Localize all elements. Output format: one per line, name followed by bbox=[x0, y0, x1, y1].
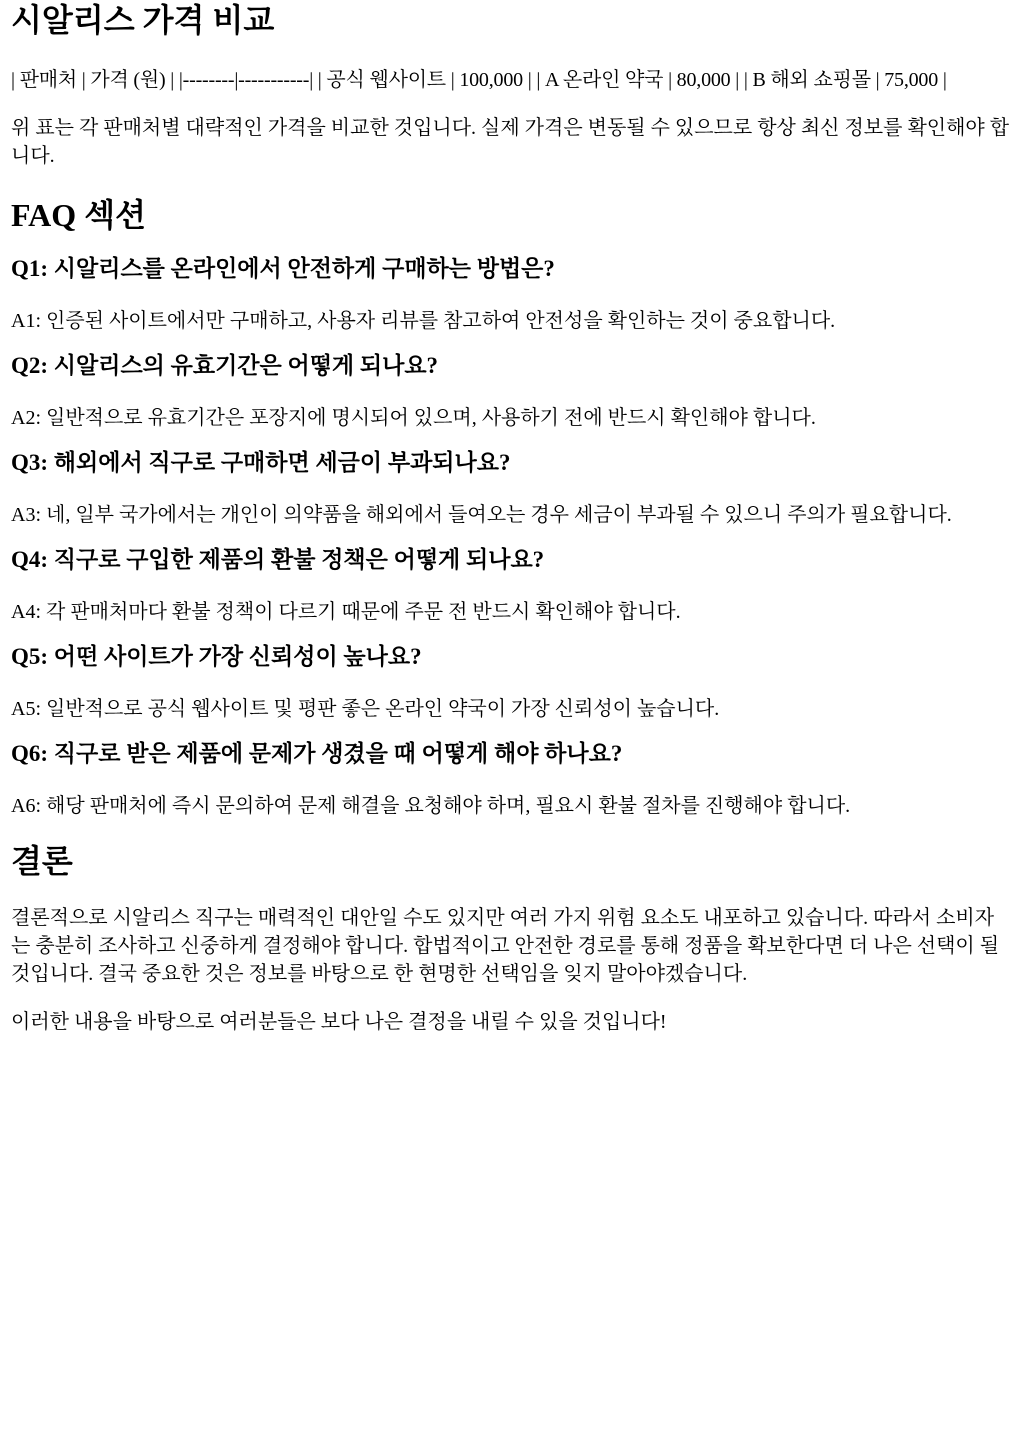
faq-heading: FAQ 섹션 bbox=[11, 197, 146, 233]
faq-answer-4: A4: 각 판매처마다 환불 정책이 다르기 때문에 주문 전 반드시 확인해야 합니다. bbox=[11, 601, 681, 623]
faq-question-5: Q5: 어떤 사이트가 가장 신뢰성이 높나요? bbox=[11, 644, 422, 669]
faq-question-2: Q2: 시알리스의 유효기간은 어떻게 되나요? bbox=[11, 353, 439, 378]
faq-question-4: Q4: 직구로 구입한 제품의 환불 정책은 어떻게 되나요? bbox=[11, 547, 545, 572]
price-table-text: | 판매처 | 가격 (원) | |--------|-----------| | 공식 웹사이트 | 100,000 | | A 온라인 약국 | 80,000 | | B 해외 쇼핑몰 | 75,000 | bbox=[11, 69, 947, 91]
faq-question-6: Q6: 직구로 받은 제품에 문제가 생겼을 때 어떻게 해야 하나요? bbox=[11, 741, 623, 766]
faq-question-3: Q3: 해외에서 직구로 구매하면 세금이 부과되나요? bbox=[11, 450, 511, 475]
faq-answer-2: A2: 일반적으로 유효기간은 포장지에 명시되어 있으며, 사용하기 전에 반드시 확인해야 합니다. bbox=[11, 407, 816, 429]
table-note: 위 표는 각 판매처별 대략적인 가격을 비교한 것입니다. 실제 가격은 변동될 수 있으므로 항상 최신 정보를 확인해야 합니다. bbox=[11, 117, 1010, 167]
conclusion-paragraph: 결론적으로 시알리스 직구는 매력적인 대안일 수도 있지만 여러 가지 위험 요소도 내포하고 있습니다. 따라서 소비자는 충분히 조사하고 신중하게 결정해야 합니다. 합법적이고 안전한 경로를 통해 정품을 확보한다면 더 나은 선택이 될 것입니다. 결국 중요한 것은 정보를 바탕으로 한 현명한 선택임을 잊지 말아야겠습니다. bbox=[11, 907, 1000, 985]
faq-answer-3: A3: 네, 일부 국가에서는 개인이 의약품을 해외에서 들여오는 경우 세금이 부과될 수 있으니 주의가 필요합니다. bbox=[11, 504, 952, 526]
faq-answer-6: A6: 해당 판매처에 즉시 문의하여 문제 해결을 요청해야 하며, 필요시 환불 절차를 진행해야 합니다. bbox=[11, 795, 851, 817]
faq-answer-1: A1: 인증된 사이트에서만 구매하고, 사용자 리뷰를 참고하여 안전성을 확인하는 것이 중요합니다. bbox=[11, 310, 836, 332]
faq-question-1: Q1: 시알리스를 온라인에서 안전하게 구매하는 방법은? bbox=[11, 256, 555, 281]
faq-answer-5: A5: 일반적으로 공식 웹사이트 및 평판 좋은 온라인 약국이 가장 신뢰성이 높습니다. bbox=[11, 698, 720, 720]
conclusion-heading: 결론 bbox=[11, 843, 73, 879]
closing-paragraph: 이러한 내용을 바탕으로 여러분들은 보다 나은 결정을 내릴 수 있을 것입니다! bbox=[11, 1011, 667, 1033]
page-title: 시알리스 가격 비교 bbox=[11, 2, 275, 38]
